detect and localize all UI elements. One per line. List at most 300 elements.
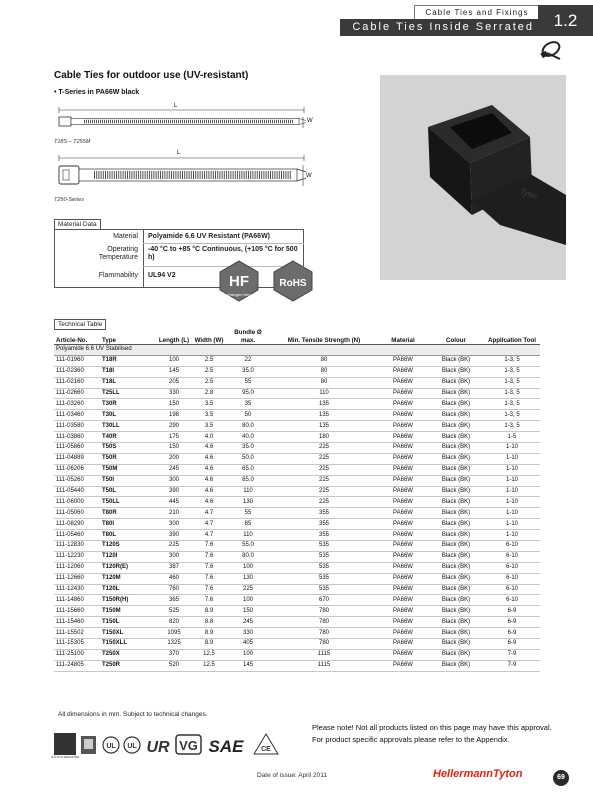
table-cell: 12.5 (192, 649, 226, 660)
table-row (54, 562, 540, 573)
table-cell: 95.0 (226, 388, 270, 399)
table-cell: 8.8 (192, 617, 226, 628)
table-cell: 1-10 (484, 530, 540, 541)
table-cell: 111-06000 (54, 497, 100, 508)
table-row (54, 497, 540, 508)
table-cell: T40R (100, 432, 156, 443)
table-cell: T80R (100, 508, 156, 519)
table-cell: 780 (270, 617, 378, 628)
table-cell: T18R (100, 355, 156, 366)
col-bundle: Bundle Ø max. (226, 329, 270, 345)
table-row (54, 421, 540, 432)
dim-l2-label: L (177, 150, 181, 156)
table-cell: PA66W (378, 388, 428, 399)
table-cell: 4.6 (192, 497, 226, 508)
table-cell: PA66W (378, 464, 428, 475)
table-cell: Black (BK) (428, 519, 484, 530)
table-cell: T50L (100, 486, 156, 497)
table-cell: 205 (156, 377, 192, 388)
table-cell: 111-06206 (54, 464, 100, 475)
table-cell: T18I (100, 366, 156, 377)
table-cell: 50.0 (226, 453, 270, 464)
table-cell: T80I (100, 519, 156, 530)
table-cell: Black (BK) (428, 486, 484, 497)
table-cell: Black (BK) (428, 497, 484, 508)
table-cell: T120S (100, 541, 156, 552)
col-type: Type (100, 329, 156, 345)
table-cell: 12.5 (192, 660, 226, 671)
table-cell: 1-10 (484, 464, 540, 475)
table-cell: 330 (156, 388, 192, 399)
table-row (54, 475, 540, 486)
table-cell: 55 (226, 508, 270, 519)
table-cell: 225 (270, 443, 378, 454)
table-cell: 225 (270, 497, 378, 508)
table-cell: T150XL (100, 628, 156, 639)
svg-text:Halogen free: Halogen free (227, 292, 251, 297)
table-cell: 2.5 (192, 355, 226, 366)
table-cell: 670 (270, 595, 378, 606)
table-cell: PA66W (378, 660, 428, 671)
table-cell: 1115 (270, 660, 378, 671)
drawing-small-tie (54, 100, 314, 140)
table-cell: 8.9 (192, 606, 226, 617)
table-cell: 780 (270, 606, 378, 617)
table-cell: Black (BK) (428, 508, 484, 519)
table-cell: 200 (156, 453, 192, 464)
table-cell: 6-10 (484, 595, 540, 606)
flammability-label: Flammability (98, 272, 138, 279)
table-cell: Black (BK) (428, 453, 484, 464)
table-row (54, 639, 540, 650)
table-cell: 460 (156, 573, 192, 584)
table-cell: 111-12060 (54, 562, 100, 573)
table-cell: Black (BK) (428, 377, 484, 388)
table-cell: 111-12230 (54, 551, 100, 562)
col-width: Width (W) (192, 329, 226, 345)
table-cell: PA66W (378, 366, 428, 377)
table-row (54, 366, 540, 377)
table-cell: 1-10 (484, 475, 540, 486)
table-cell: 4.6 (192, 453, 226, 464)
table-cell: 4.7 (192, 519, 226, 530)
table-cell: 225 (270, 475, 378, 486)
table-row (54, 508, 540, 519)
table-cell: 370 (156, 649, 192, 660)
table-cell: 8.9 (192, 628, 226, 639)
table-row (54, 660, 540, 671)
table-cell: Black (BK) (428, 443, 484, 454)
table-cell: 245 (156, 464, 192, 475)
table-cell: T120L (100, 584, 156, 595)
table-cell: 355 (270, 519, 378, 530)
table-row (54, 551, 540, 562)
table-cell: 80 (270, 377, 378, 388)
table-cell: 55 (226, 377, 270, 388)
table-row (54, 628, 540, 639)
table-cell: 80 (270, 366, 378, 377)
table-cell: 111-02660 (54, 388, 100, 399)
ul-recognized-icon (103, 737, 119, 753)
material-value: Polyamide 6.6 UV Resistant (PA66W) (148, 233, 271, 240)
table-cell: 525 (156, 606, 192, 617)
table-cell: Black (BK) (428, 541, 484, 552)
table-cell: 1-3, 5 (484, 366, 540, 377)
table-row (54, 453, 540, 464)
col-colour: Colour (428, 329, 484, 345)
col-tensile: Min. Tensile Strength (N) (270, 329, 378, 345)
table-cell: 330 (226, 628, 270, 639)
table-cell: 245 (226, 617, 270, 628)
table-cell: 300 (156, 475, 192, 486)
table-cell: Black (BK) (428, 475, 484, 486)
table-cell: 2.8 (192, 388, 226, 399)
table-cell: 111-05440 (54, 486, 100, 497)
page-number: 69 (553, 770, 569, 786)
table-cell: 111-03580 (54, 421, 100, 432)
table-cell: PA66W (378, 617, 428, 628)
table-cell: 180 (270, 432, 378, 443)
table-cell: Black (BK) (428, 606, 484, 617)
table-cell: 110 (226, 530, 270, 541)
product-subtitle: • T-Series in PA66W black (54, 89, 140, 96)
table-cell: PA66W (378, 562, 428, 573)
table-cell: 111-04889 (54, 453, 100, 464)
table-cell: Black (BK) (428, 355, 484, 366)
table-row (54, 649, 540, 660)
table-cell: 35.0 (226, 443, 270, 454)
table-cell: 210 (156, 508, 192, 519)
svg-text:RoHS: RoHS (279, 278, 307, 289)
table-cell: 7.6 (192, 541, 226, 552)
svg-text:HF: HF (229, 273, 249, 290)
table-cell: PA66W (378, 573, 428, 584)
table-cell: 150 (156, 399, 192, 410)
product-title: Cable Ties for outdoor use (UV-resistant) (54, 70, 249, 81)
table-cell: T30LL (100, 421, 156, 432)
table-cell: 1-3, 5 (484, 355, 540, 366)
technical-table-tab: Technical Table (54, 319, 106, 330)
table-cell: 390 (156, 486, 192, 497)
table-cell: 365 (156, 595, 192, 606)
table-cell: 111-08290 (54, 519, 100, 530)
drawing-large-tie (54, 150, 314, 195)
table-cell: T50I (100, 475, 156, 486)
table-cell: 100 (226, 649, 270, 660)
table-cell: 225 (226, 584, 270, 595)
table-cell: Black (BK) (428, 573, 484, 584)
issue-date: Date of issue: April 2011 (257, 772, 327, 779)
table-cell: T50M (100, 464, 156, 475)
table-cell: 535 (270, 584, 378, 595)
sae-icon (209, 737, 245, 756)
table-cell: 111-02160 (54, 377, 100, 388)
col-tool: Application Tool (484, 329, 540, 345)
table-cell: 4.0 (192, 432, 226, 443)
footnote: All dimensions in mm. Subject to technical changes. (58, 711, 208, 718)
table-cell: 6-9 (484, 606, 540, 617)
table-cell: PA66W (378, 432, 428, 443)
table-cell: 535 (270, 573, 378, 584)
table-cell: 1-3, 5 (484, 421, 540, 432)
table-cell: 100 (156, 355, 192, 366)
table-cell: 130 (226, 497, 270, 508)
table-cell: 111-15460 (54, 617, 100, 628)
table-cell: Black (BK) (428, 649, 484, 660)
table-subheader-row (54, 345, 540, 356)
table-cell: 7.6 (192, 584, 226, 595)
material-label: Material (113, 233, 138, 240)
table-cell: PA66W (378, 475, 428, 486)
table-cell: 1-10 (484, 519, 540, 530)
table-cell: 6-10 (484, 584, 540, 595)
table-cell: 1-10 (484, 508, 540, 519)
table-cell: 1-3, 5 (484, 377, 540, 388)
table-cell: 7.6 (192, 595, 226, 606)
table-cell: PA66W (378, 355, 428, 366)
table-cell: 7-9 (484, 649, 540, 660)
svg-text:LLOYD'S REGISTER: LLOYD'S REGISTER (50, 755, 80, 759)
table-cell: 3.5 (192, 399, 226, 410)
table-cell: 7.6 (192, 573, 226, 584)
table-cell: 4.6 (192, 475, 226, 486)
material-sep (143, 243, 304, 244)
table-cell: 4.6 (192, 486, 226, 497)
table-cell: 7.6 (192, 551, 226, 562)
table-header-row (54, 329, 540, 345)
table-cell: T80L (100, 530, 156, 541)
table-cell: PA66W (378, 508, 428, 519)
table-cell: T150R(H) (100, 595, 156, 606)
table-row (54, 606, 540, 617)
table-cell: PA66W (378, 443, 428, 454)
dim-l-label: L (174, 103, 178, 109)
table-cell: Black (BK) (428, 421, 484, 432)
table-cell: Black (BK) (428, 660, 484, 671)
table-cell: PA66W (378, 410, 428, 421)
table-row (54, 486, 540, 497)
table-cell: Black (BK) (428, 399, 484, 410)
table-row (54, 584, 540, 595)
operating-temp-value: -40 °C to +85 °C Continuous, (+105 °C for 500 h) (148, 246, 298, 261)
table-cell: 1-10 (484, 497, 540, 508)
table-cell: 111-24805 (54, 660, 100, 671)
table-cell: 80 (270, 355, 378, 366)
table-cell: 290 (156, 421, 192, 432)
svg-text:SAE: SAE (208, 737, 244, 756)
table-cell: PA66W (378, 628, 428, 639)
svg-text:UR: UR (146, 739, 170, 756)
table-cell: Black (BK) (428, 595, 484, 606)
dim-w2-label: W (306, 173, 312, 179)
table-cell: 2.5 (192, 377, 226, 388)
vg-icon (176, 735, 201, 754)
table-cell: 6-9 (484, 617, 540, 628)
table-cell: 355 (270, 508, 378, 519)
table-cell: 6-10 (484, 551, 540, 562)
drawing1-caption: T18S – T255M (54, 139, 91, 145)
table-cell: 6-10 (484, 562, 540, 573)
table-cell: 1095 (156, 628, 192, 639)
table-cell: T150XLL (100, 639, 156, 650)
table-cell: 135 (270, 410, 378, 421)
table-cell: 535 (270, 551, 378, 562)
svg-text:Tyton: Tyton (519, 188, 538, 201)
table-cell: T30R (100, 399, 156, 410)
table-cell: 225 (270, 486, 378, 497)
table-cell: 111-15502 (54, 628, 100, 639)
table-cell: 198 (156, 410, 192, 421)
table-cell: 405 (226, 639, 270, 650)
table-cell: 4.6 (192, 464, 226, 475)
table-cell: 111-15660 (54, 606, 100, 617)
table-cell: 50 (226, 410, 270, 421)
table-cell: T250X (100, 649, 156, 660)
svg-text:VG: VG (179, 738, 198, 753)
table-cell: PA66W (378, 530, 428, 541)
table-row (54, 399, 540, 410)
table-cell: T18L (100, 377, 156, 388)
table-cell: T50R (100, 453, 156, 464)
table-cell: T50S (100, 443, 156, 454)
table-cell: Black (BK) (428, 530, 484, 541)
approval-note: Please note! Not all products listed on this page may have this approval. For product specific approvals please refer to the Appendix. (312, 723, 552, 744)
table-cell: 111-03260 (54, 399, 100, 410)
table-cell: 111-03460 (54, 410, 100, 421)
rohs-icon (272, 260, 314, 302)
table-cell: 111-01960 (54, 355, 100, 366)
table-cell: PA66W (378, 421, 428, 432)
table-row (54, 530, 540, 541)
table-cell: 22 (226, 355, 270, 366)
table-cell: T150L (100, 617, 156, 628)
table-cell: 1-3, 5 (484, 399, 540, 410)
ur-icon (146, 739, 170, 756)
table-cell: 130 (226, 573, 270, 584)
table-row (54, 464, 540, 475)
table-cell: 780 (270, 639, 378, 650)
table-cell: 111-15305 (54, 639, 100, 650)
table-cell: 111-25100 (54, 649, 100, 660)
table-cell: 387 (156, 562, 192, 573)
table-cell: 225 (270, 464, 378, 475)
table-cell: 110 (270, 388, 378, 399)
table-cell: Black (BK) (428, 388, 484, 399)
table-cell: 175 (156, 432, 192, 443)
table-cell: PA66W (378, 584, 428, 595)
table-cell: 6-9 (484, 639, 540, 650)
table-cell: 1-5 (484, 432, 540, 443)
svg-text:UL: UL (127, 743, 137, 750)
table-cell: 111-14860 (54, 595, 100, 606)
approval-logos (50, 730, 304, 760)
dim-w-label: W (307, 118, 313, 124)
table-cell: Black (BK) (428, 628, 484, 639)
table-cell: 80.0 (226, 421, 270, 432)
table-cell: 1115 (270, 649, 378, 660)
table-cell: 80.0 (226, 551, 270, 562)
halogen-free-icon (218, 260, 260, 302)
table-cell: T50LL (100, 497, 156, 508)
table-cell: 445 (156, 497, 192, 508)
table-cell: 111-12830 (54, 541, 100, 552)
section-title: Cable Ties Inside Serrated (340, 19, 538, 36)
table-cell: PA66W (378, 486, 428, 497)
table-cell: 2.5 (192, 366, 226, 377)
col-article: Article-No. (54, 329, 100, 345)
table-cell: 100 (226, 562, 270, 573)
table-cell: Black (BK) (428, 551, 484, 562)
table-cell: 535 (270, 562, 378, 573)
col-length: Length (L) (156, 329, 192, 345)
table-cell: 150 (156, 443, 192, 454)
brand-logo: HellermannTyton (433, 768, 523, 780)
table-cell: 100 (226, 595, 270, 606)
table-cell: 8.9 (192, 639, 226, 650)
operating-temp-label: Operating Temperature (98, 246, 138, 261)
table-cell: 6-9 (484, 628, 540, 639)
table-cell: 4.7 (192, 508, 226, 519)
table-cell: Black (BK) (428, 464, 484, 475)
table-cell: 1-10 (484, 486, 540, 497)
certificate-icon (81, 736, 96, 754)
table-cell: T150M (100, 606, 156, 617)
table-cell: 1325 (156, 639, 192, 650)
svg-text:UL: UL (106, 743, 116, 750)
table-row (54, 388, 540, 399)
table-cell: 85 (226, 519, 270, 530)
table-cell: 1-10 (484, 453, 540, 464)
svg-text:CE: CE (261, 746, 271, 753)
table-cell: Black (BK) (428, 639, 484, 650)
table-cell: PA66W (378, 649, 428, 660)
table-cell: 111-05860 (54, 443, 100, 454)
table-cell: 820 (156, 617, 192, 628)
section-number: 1.2 (538, 5, 593, 36)
table-cell: 535 (270, 541, 378, 552)
ul-listed-icon (124, 737, 140, 753)
table-cell: PA66W (378, 595, 428, 606)
table-cell: 145 (156, 366, 192, 377)
table-row (54, 595, 540, 606)
table-cell: Black (BK) (428, 432, 484, 443)
table-cell: 55.0 (226, 541, 270, 552)
table-cell: T30L (100, 410, 156, 421)
table-cell: T120M (100, 573, 156, 584)
table-cell: PA66W (378, 377, 428, 388)
lloyds-register-icon (51, 733, 80, 759)
material-data-tab: Material Data (54, 219, 101, 230)
table-row (54, 617, 540, 628)
table-row (54, 541, 540, 552)
drawing2-caption: T250-Series (54, 197, 84, 203)
col-material: Material (378, 329, 428, 345)
table-cell: 1-3, 5 (484, 388, 540, 399)
table-cell: 7-9 (484, 660, 540, 671)
material-divider (143, 229, 144, 288)
table-cell: 111-12430 (54, 584, 100, 595)
table-cell: 150 (226, 606, 270, 617)
table-row (54, 573, 540, 584)
table-cell: 4.7 (192, 530, 226, 541)
table-cell: T120I (100, 551, 156, 562)
table-cell: 300 (156, 519, 192, 530)
table-cell: Black (BK) (428, 617, 484, 628)
table-cell: 111-12660 (54, 573, 100, 584)
table-cell: Black (BK) (428, 366, 484, 377)
table-cell: 355 (270, 530, 378, 541)
table-cell: 35.0 (226, 366, 270, 377)
